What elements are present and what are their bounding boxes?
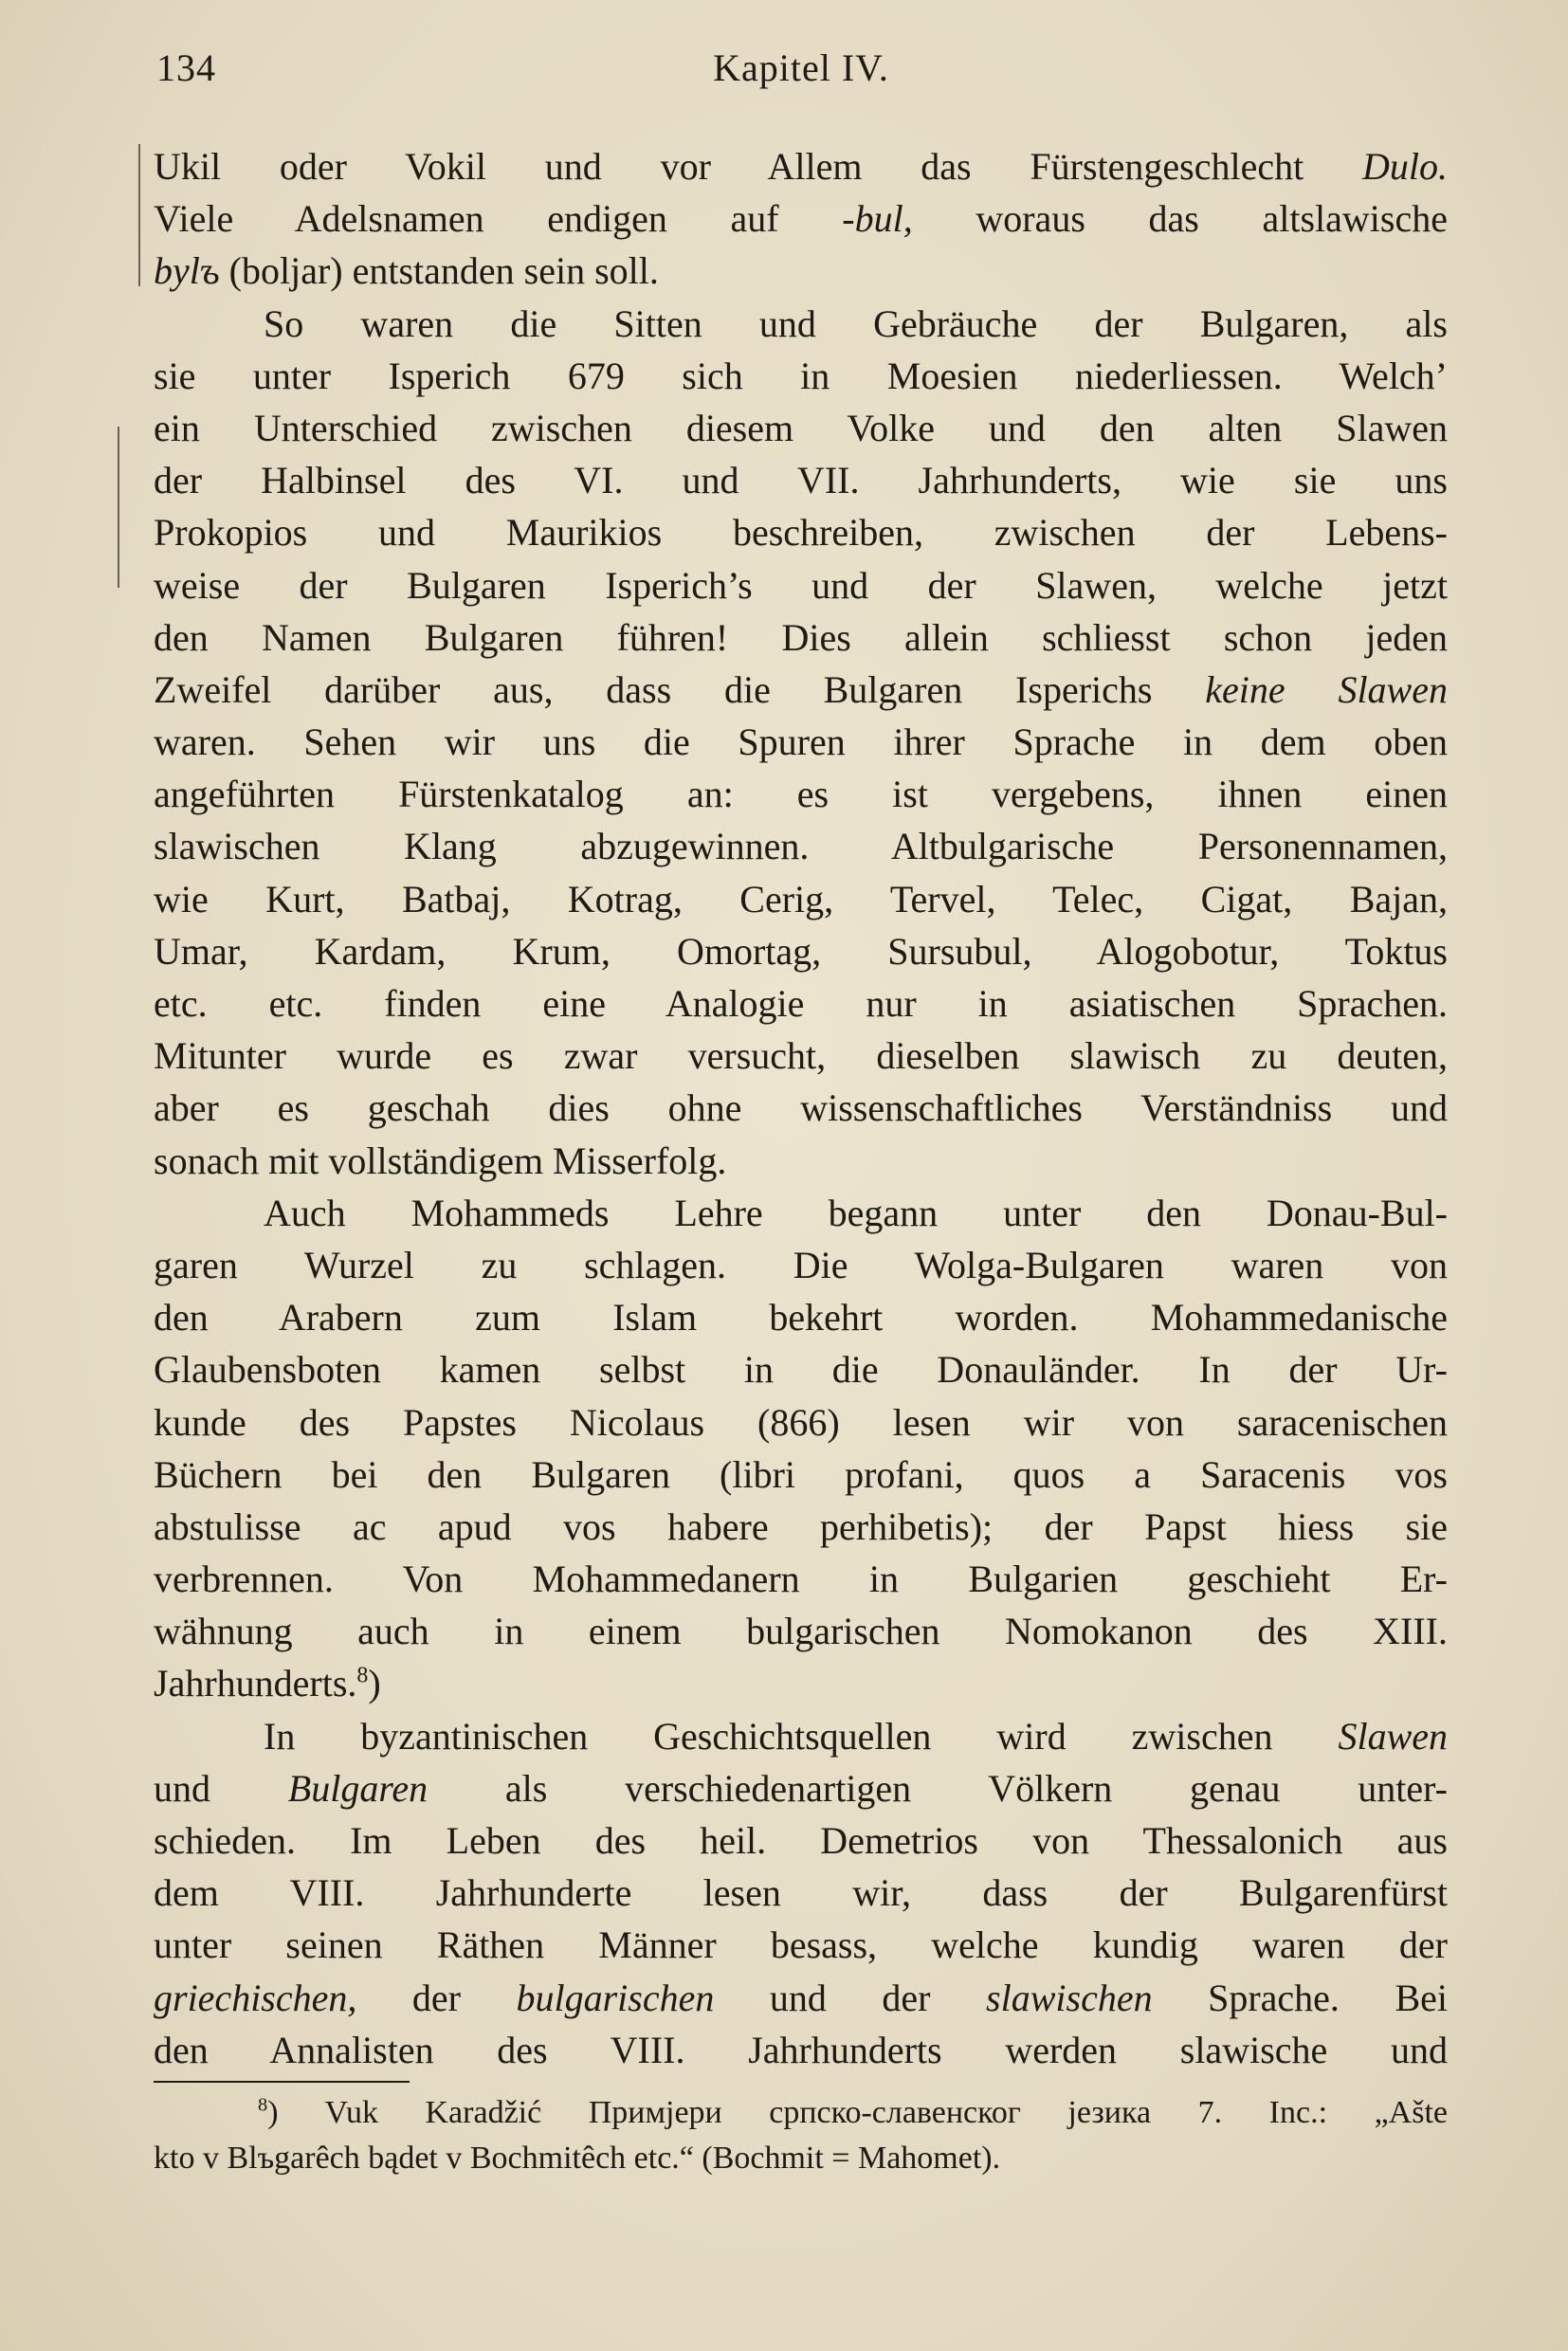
text-line: [154, 611, 1448, 664]
text-line: [154, 1396, 1448, 1449]
text-span: Ukil oder Vokil und vor Allem das Fürstengeschlecht: [154, 145, 1362, 188]
footnote: [154, 2090, 1448, 2181]
text-line: [154, 664, 1448, 716]
italic-text: -bul,: [842, 197, 913, 241]
text-line: [154, 977, 1448, 1030]
text-span: Prokopios und Maurikios beschreiben, zwischen der Lebens-: [154, 511, 1448, 555]
margin-pencil-mark: [118, 427, 119, 588]
text-line: [154, 1291, 1448, 1343]
text-span: etc. etc. finden eine Analogie nur in asiatischen Sprachen.: [154, 982, 1448, 1025]
text-line: [154, 402, 1448, 454]
footnote-marker: 8: [258, 2094, 268, 2116]
text-span: kto v Blъgarêch bądet v Bochmitêch etc.“ (Bochmit = Mahomet).: [154, 2141, 1001, 2176]
text-span: und: [154, 1766, 288, 1810]
text-span: garen Wurzel zu schlagen. Die Wolga-Bulgaren waren von: [154, 1243, 1448, 1286]
text-span: als verschiedenartigen Völkern genau unter-: [428, 1766, 1448, 1810]
text-span: Sprache. Bei: [1152, 1976, 1448, 2019]
text-span: der: [356, 1976, 517, 2019]
text-line: [154, 1187, 1448, 1239]
text-line: [154, 1919, 1448, 1971]
text-span: Umar, Kardam, Krum, Omortag, Sursubul, Alogobotur, Toktus: [154, 929, 1448, 973]
text-span: kunde des Papstes Nicolaus (866) lesen wir von saracenischen: [154, 1400, 1448, 1444]
text-span: und der: [714, 1976, 987, 2019]
italic-text: Dulo.: [1362, 145, 1448, 188]
text-line: [154, 1082, 1448, 1134]
text-line: [154, 192, 1448, 245]
text-span: sonach mit vollständigem Misserfolg.: [154, 1139, 727, 1182]
text-line: [154, 1657, 1448, 1709]
text-span: slawischen Klang abzugewinnen. Altbulgarische Personennamen,: [154, 825, 1448, 868]
text-span: Mitunter wurde es zwar versucht, dieselben slawisch zu deuten,: [154, 1034, 1448, 1078]
text-span: der Halbinsel des VI. und VII. Jahrhunderts, wie sie uns: [154, 459, 1448, 502]
text-line: [154, 1867, 1448, 1919]
text-line: [154, 1972, 1448, 2024]
text-span: woraus das altslawische: [912, 197, 1448, 241]
text-line: [154, 1710, 1448, 1762]
italic-text: bylъ: [154, 249, 220, 293]
text-span: Glaubensboten kamen selbst in die Donauländer. In der Ur-: [154, 1348, 1448, 1392]
text-span: Viele Adelsnamen endigen auf: [154, 197, 843, 241]
footnote-rule: [154, 2081, 410, 2083]
body-text: [154, 140, 1448, 2076]
text-line: [154, 1553, 1448, 1605]
text-line: [154, 506, 1448, 558]
text-line: [154, 925, 1448, 977]
text-line: [154, 454, 1448, 506]
text-line: [154, 820, 1448, 872]
italic-text: griechischen,: [154, 1976, 357, 2019]
text-line: [154, 1030, 1448, 1082]
text-line: [154, 1501, 1448, 1553]
text-span: Auch Mohammeds Lehre begann unter den Donau-Bul-: [264, 1191, 1448, 1234]
running-title: Kapitel IV.: [713, 46, 889, 89]
text-span: verbrennen. Von Mohammedanern in Bulgarien geschieht Er-: [154, 1558, 1448, 1601]
text-line: [154, 768, 1448, 820]
text-line: [154, 140, 1448, 192]
text-span: Zweifel darüber aus, dass die Bulgaren Isperichs: [154, 667, 1206, 711]
text-span: weise der Bulgaren Isperich’s und der Slawen, welche jetzt: [154, 563, 1448, 607]
margin-pencil-mark: [138, 144, 140, 286]
text-line: [154, 1605, 1448, 1657]
text-line: [154, 1814, 1448, 1867]
italic-text: slawischen: [986, 1976, 1153, 2019]
text-span: Büchern bei den Bulgaren (libri profani, quos a Saracenis vos: [154, 1452, 1448, 1496]
text-line: [154, 1762, 1448, 1814]
text-span: den Namen Bulgaren führen! Dies allein schliesst schon jeden: [154, 615, 1448, 659]
text-span: abstulisse ac apud vos habere perhibetis); der Papst hiess sie: [154, 1504, 1448, 1548]
text-span: unter seinen Räthen Männer besass, welche kundig waren der: [154, 1923, 1448, 1967]
italic-text: Slawen: [1338, 1714, 1448, 1758]
text-span: aber es geschah dies ohne wissenschaftliches Verständniss und: [154, 1086, 1448, 1130]
text-line: [154, 716, 1448, 768]
text-span: sie unter Isperich 679 sich in Moesien niederliessen. Welch’: [154, 354, 1448, 397]
text-span: angeführten Fürstenkatalog an: es ist vergebens, ihnen einen: [154, 773, 1448, 816]
text-line: [154, 245, 1448, 297]
text-span: waren. Sehen wir uns die Spuren ihrer Sprache in dem oben: [154, 720, 1448, 764]
text-line: [154, 1135, 1448, 1187]
text-span: ) Vuk Karadžić Примјери српско-славенског језика 7. Inc.: „Ašte: [267, 2095, 1448, 2130]
text-span: den Annalisten des VIII. Jahrhunderts werden slawische und: [154, 2028, 1448, 2071]
text-line: [154, 350, 1448, 402]
footnote-line: [154, 2090, 1448, 2136]
text-span: wie Kurt, Batbaj, Kotrag, Cerig, Tervel, Telec, Cigat, Bajan,: [154, 877, 1448, 920]
footnote-line: [154, 2136, 1448, 2181]
text-span: schieden. Im Leben des heil. Demetrios von Thessalonich aus: [154, 1819, 1448, 1862]
footnote-marker: 8: [356, 1664, 369, 1689]
text-line: [154, 1343, 1448, 1395]
text-span: ): [368, 1662, 381, 1705]
italic-text: bulgarischen: [516, 1976, 715, 2019]
text-line: [154, 1239, 1448, 1291]
text-line: [154, 559, 1448, 611]
text-span: wähnung auch in einem bulgarischen Nomokanon des XIII.: [154, 1610, 1448, 1653]
page-number: 134: [156, 46, 216, 89]
text-span: (boljar) entstanden sein soll.: [219, 249, 659, 293]
text-line: [154, 2024, 1448, 2076]
italic-text: Bulgaren: [287, 1766, 428, 1810]
text-line: [154, 298, 1448, 350]
text-line: [154, 873, 1448, 925]
text-span: So waren die Sitten und Gebräuche der Bulgaren, als: [264, 301, 1448, 345]
text-line: [154, 1449, 1448, 1501]
text-span: den Arabern zum Islam bekehrt worden. Mohammedanische: [154, 1296, 1448, 1340]
text-span: Jahrhunderts.: [154, 1662, 357, 1705]
text-span: dem VIII. Jahrhunderte lesen wir, dass der Bulgarenfürst: [154, 1871, 1448, 1915]
text-span: ein Unterschied zwischen diesem Volke und den alten Slawen: [154, 406, 1448, 449]
italic-text: keine Slawen: [1205, 667, 1448, 711]
text-span: In byzantinischen Geschichtsquellen wird zwischen: [264, 1714, 1339, 1758]
